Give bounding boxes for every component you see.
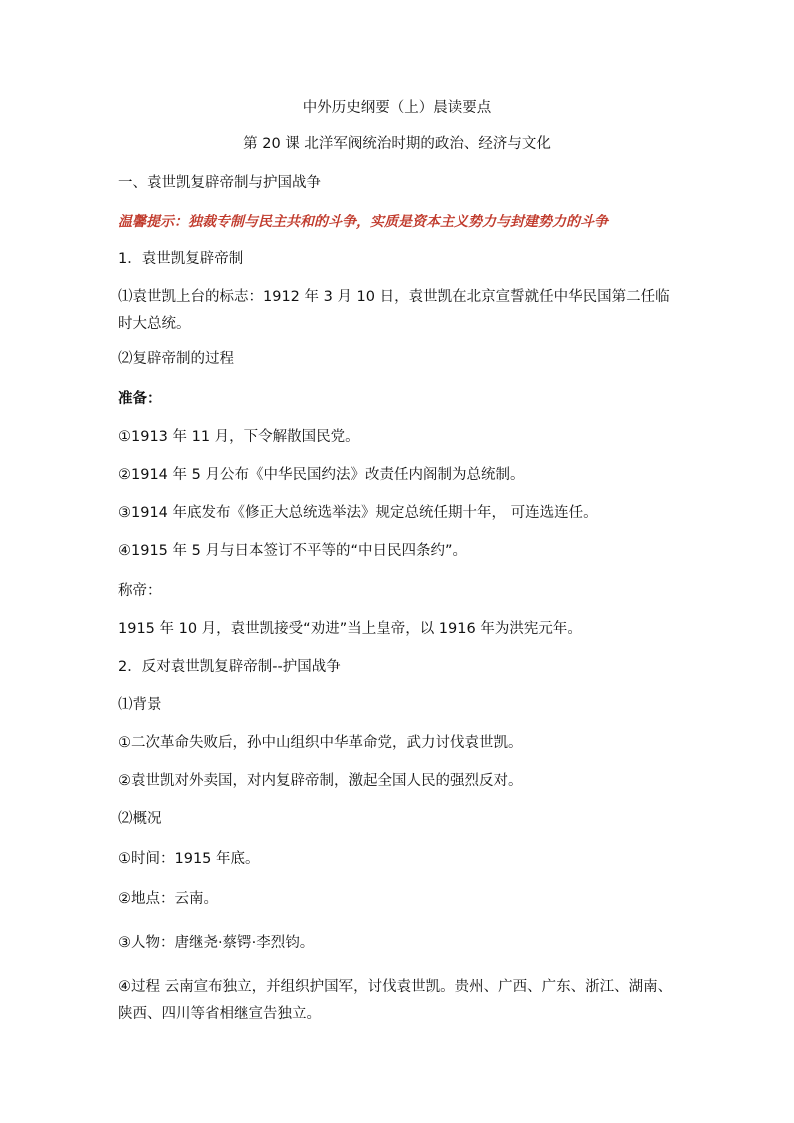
list-item: ②地点：云南。	[118, 891, 218, 907]
list-item: ④1915 年 5 月与日本签订不平等的“中日民四条约”。	[118, 543, 467, 559]
warm-tip: 温馨提示：独裁专制与民主共和的斗争，实质是资本主义势力与封建势力的斗争	[118, 214, 608, 230]
lesson-title: 第 20 课 北洋军阀统治时期的政治、经济与文化	[243, 136, 551, 152]
document-title: 中外历史纲要（上）晨读要点	[302, 100, 492, 116]
paragraph-inauguration: ⑴袁世凯上台的标志：1912 年 3 月 10 日，袁世凯在北京宣誓就任中华民国第二任临时大总统。	[118, 289, 670, 332]
subheading-restoration: 1．袁世凯复辟帝制	[118, 251, 244, 267]
paragraph-emperor: 1915 年 10 月，袁世凯接受“劝进”当上皇帝，以 1916 年为洪宪元年。	[118, 621, 582, 637]
label-preparation: 准备：	[118, 391, 162, 407]
section-heading: 一、袁世凯复辟帝制与护国战争	[118, 175, 321, 191]
list-item: ③人物：唐继尧·蔡锷·李烈钧。	[118, 935, 315, 951]
paragraph-process: ⑵复辟帝制的过程	[118, 351, 234, 367]
list-item: ①时间：1915 年底。	[118, 851, 260, 867]
label-overview: ⑵概况	[118, 811, 162, 827]
list-item: ②1914 年 5 月公布《中华民国约法》改责任内阁制为总统制。	[118, 467, 525, 483]
paragraph-war-process: ④过程 云南宣布独立，并组织护国军，讨伐袁世凯。贵州、广西、广东、浙江、湖南、陕西、四川等省相继宣告独立。	[118, 979, 673, 1022]
list-item: ③1914 年底发布《修正大总统选举法》规定总统任期十年， 可连选连任。	[118, 505, 598, 521]
label-background: ⑴背景	[118, 697, 162, 713]
subheading-war: 2．反对袁世凯复辟帝制--护国战争	[118, 659, 341, 675]
list-item: ①二次革命失败后，孙中山组织中华革命党，武力讨伐袁世凯。	[118, 735, 523, 751]
list-item: ①1913 年 11 月，下令解散国民党。	[118, 429, 360, 445]
list-item: ②袁世凯对外卖国，对内复辟帝制，激起全国人民的强烈反对。	[118, 773, 523, 789]
label-emperor: 称帝：	[118, 583, 162, 599]
